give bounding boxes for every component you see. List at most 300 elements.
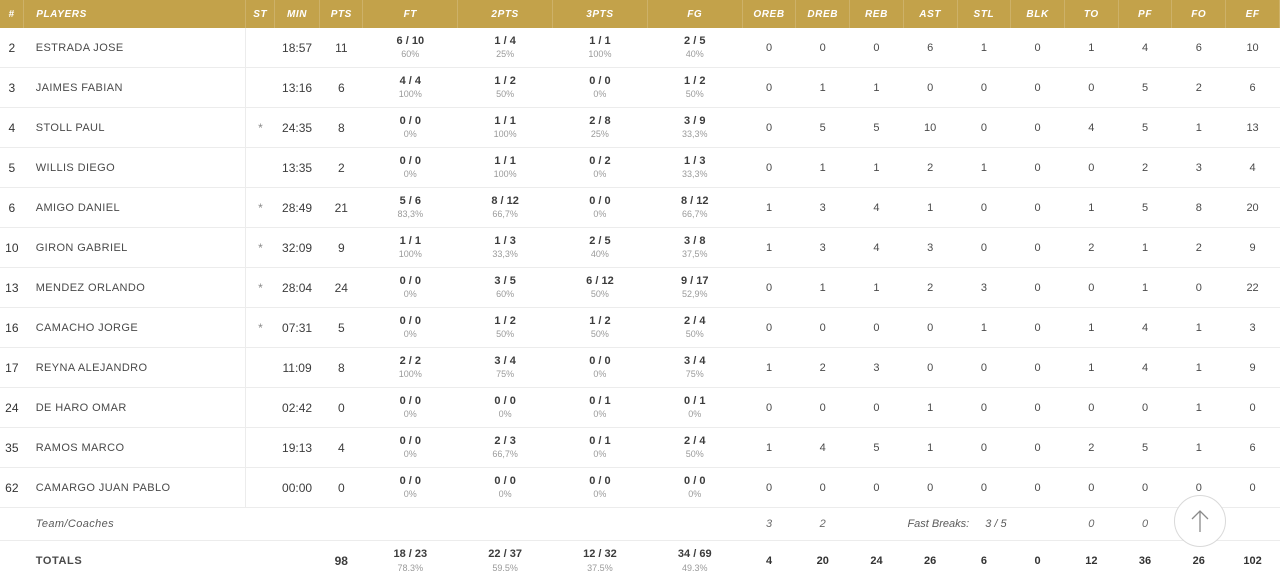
two-pct: 25% — [458, 49, 553, 60]
table-row[interactable] — [0, 308, 1280, 348]
cell-oreb: 0 — [742, 28, 796, 68]
cell-ef: 9 — [1226, 348, 1280, 388]
cell-blk: 0 — [1011, 268, 1065, 308]
header-to[interactable]: TO — [1064, 0, 1118, 28]
header-blk[interactable]: BLK — [1011, 0, 1065, 28]
cell-to: 0 — [1064, 68, 1118, 108]
cell-to: 0 — [1064, 388, 1118, 428]
three-made: 0 / 2 — [553, 155, 648, 169]
cell-ast: 0 — [903, 468, 957, 508]
team-coaches-label: Team/Coaches — [24, 508, 246, 541]
cell-ft — [363, 468, 458, 508]
cell-ef: 6 — [1226, 428, 1280, 468]
cell-min: 18:57 — [274, 28, 319, 68]
cell-ast: 1 — [903, 188, 957, 228]
cell-ft — [363, 188, 458, 228]
header-reb[interactable]: REB — [850, 0, 904, 28]
cell-blk: 0 — [1011, 348, 1065, 388]
ft-pct: 0% — [363, 409, 458, 420]
cell-reb: 5 — [850, 108, 904, 148]
cell-ast: 0 — [903, 308, 957, 348]
three-pct: 0% — [553, 369, 648, 380]
cell-blk: 0 — [1011, 108, 1065, 148]
fg-made: 3 / 8 — [647, 235, 742, 249]
team-dreb: 2 — [796, 508, 850, 541]
table-row[interactable] — [0, 108, 1280, 148]
fg-made: 0 / 0 — [647, 475, 742, 489]
cell-reb: 3 — [850, 348, 904, 388]
cell-oreb: 0 — [742, 108, 796, 148]
three-made: 2 / 8 — [553, 115, 648, 129]
table-row[interactable] — [0, 148, 1280, 188]
cell-pf: 2 — [1118, 148, 1172, 188]
three-pct: 40% — [553, 249, 648, 260]
cell-player-name[interactable]: CAMARGO JUAN PABLO — [24, 468, 246, 508]
cell-min: 24:35 — [274, 108, 319, 148]
cell-min: 11:09 — [274, 348, 319, 388]
cell-to: 2 — [1064, 228, 1118, 268]
cell-dreb: 1 — [796, 68, 850, 108]
totals-ef: 102 — [1226, 541, 1280, 581]
totals-three-made: 12 / 32 — [553, 548, 648, 562]
cell-reb: 0 — [850, 28, 904, 68]
cell-fo: 0 — [1172, 468, 1226, 508]
cell-ef: 0 — [1226, 388, 1280, 428]
cell-stl: 0 — [957, 188, 1011, 228]
cell-reb: 4 — [850, 228, 904, 268]
cell-fg — [647, 388, 742, 428]
cell-dreb: 0 — [796, 308, 850, 348]
ft-pct: 0% — [363, 489, 458, 500]
cell-player-name[interactable]: CAMACHO JORGE — [24, 308, 246, 348]
cell-pts — [320, 508, 363, 541]
cell-ft — [363, 268, 458, 308]
two-pct: 0% — [458, 489, 553, 500]
ft-made: 1 / 1 — [363, 235, 458, 249]
cell-dreb: 1 — [796, 268, 850, 308]
two-made: 3 / 4 — [458, 355, 553, 369]
cell-dreb: 2 — [796, 348, 850, 388]
cell-pf: 4 — [1118, 308, 1172, 348]
fg-pct: 50% — [647, 329, 742, 340]
fg-pct: 66,7% — [647, 209, 742, 220]
cell-blk: 0 — [1011, 468, 1065, 508]
cell-2pts — [458, 148, 553, 188]
header-row — [0, 0, 1280, 28]
cell-number — [0, 508, 24, 541]
three-pct: 0% — [553, 489, 648, 500]
two-made: 1 / 4 — [458, 35, 553, 49]
cell-dreb: 0 — [796, 468, 850, 508]
cell-to: 0 — [1064, 468, 1118, 508]
cell-dreb: 1 — [796, 148, 850, 188]
cell-dreb: 0 — [796, 28, 850, 68]
cell-oreb: 0 — [742, 388, 796, 428]
ft-pct: 0% — [363, 129, 458, 140]
cell-2pts — [458, 28, 553, 68]
cell-stl: 0 — [957, 388, 1011, 428]
cell-fo: 1 — [1172, 388, 1226, 428]
cell-stl: 1 — [957, 148, 1011, 188]
ft-made: 0 / 0 — [363, 435, 458, 449]
cell-fo: 2 — [1172, 228, 1226, 268]
cell-2pts — [458, 508, 553, 541]
fg-pct: 50% — [647, 449, 742, 460]
cell-pts: 5 — [320, 308, 363, 348]
cell-number: 2 — [0, 28, 24, 68]
totals-number — [0, 541, 24, 581]
fg-made: 1 / 2 — [647, 75, 742, 89]
two-pct: 50% — [458, 329, 553, 340]
ft-pct: 100% — [363, 89, 458, 100]
totals-min — [274, 541, 319, 581]
cell-starter — [246, 388, 274, 428]
ft-made: 0 / 0 — [363, 475, 458, 489]
cell-ft — [363, 68, 458, 108]
three-made: 6 / 12 — [553, 275, 648, 289]
cell-fo: 6 — [1172, 28, 1226, 68]
cell-pf: 1 — [1118, 228, 1172, 268]
cell-min: 13:16 — [274, 68, 319, 108]
fg-pct: 0% — [647, 409, 742, 420]
cell-number: 3 — [0, 68, 24, 108]
header-st[interactable]: ST — [246, 0, 274, 28]
cell-pts: 21 — [320, 188, 363, 228]
cell-3pts — [553, 468, 648, 508]
ft-pct: 0% — [363, 329, 458, 340]
cell-pts: 6 — [320, 68, 363, 108]
cell-reb: 1 — [850, 68, 904, 108]
fast-breaks-value: 3 / 5 — [985, 518, 1006, 530]
cell-ef: 6 — [1226, 68, 1280, 108]
fg-pct: 37,5% — [647, 249, 742, 260]
header-pts[interactable]: PTS — [320, 0, 363, 28]
header-ft[interactable]: FT — [363, 0, 458, 28]
cell-to: 0 — [1064, 268, 1118, 308]
cell-ast: 2 — [903, 268, 957, 308]
cell-2pts — [458, 68, 553, 108]
cell-dreb: 3 — [796, 228, 850, 268]
two-pct: 33,3% — [458, 249, 553, 260]
totals-starter — [246, 541, 274, 581]
team-pf: 0 — [1118, 508, 1172, 541]
three-made: 0 / 0 — [553, 195, 648, 209]
cell-fo: 1 — [1172, 348, 1226, 388]
cell-min: 28:04 — [274, 268, 319, 308]
two-made: 8 / 12 — [458, 195, 553, 209]
two-made: 1 / 1 — [458, 155, 553, 169]
header-number[interactable]: # — [0, 0, 24, 28]
fast-breaks-label: Fast Breaks: — [907, 518, 969, 530]
cell-stl: 0 — [957, 428, 1011, 468]
cell-pf: 5 — [1118, 108, 1172, 148]
cell-2pts — [458, 308, 553, 348]
cell-number: 24 — [0, 388, 24, 428]
cell-oreb: 0 — [742, 308, 796, 348]
cell-oreb: 1 — [742, 348, 796, 388]
two-pct: 50% — [458, 89, 553, 100]
cell-blk: 0 — [1011, 188, 1065, 228]
three-made: 1 / 2 — [553, 315, 648, 329]
cell-starter: * — [246, 228, 274, 268]
cell-pts: 4 — [320, 428, 363, 468]
cell-number: 62 — [0, 468, 24, 508]
cell-ef: 20 — [1226, 188, 1280, 228]
header-ef[interactable]: EF — [1226, 0, 1280, 28]
two-made: 1 / 1 — [458, 115, 553, 129]
table-row[interactable] — [0, 388, 1280, 428]
cell-starter: * — [246, 308, 274, 348]
cell-2pts — [458, 108, 553, 148]
cell-3pts — [553, 188, 648, 228]
header-dreb[interactable]: DREB — [796, 0, 850, 28]
cell-dreb: 0 — [796, 388, 850, 428]
three-made: 0 / 0 — [553, 355, 648, 369]
cell-stl: 1 — [957, 308, 1011, 348]
three-pct: 0% — [553, 409, 648, 420]
cell-reb: 0 — [850, 468, 904, 508]
arrow-up-icon — [1188, 508, 1212, 534]
cell-player-name[interactable]: STOLL PAUL — [24, 108, 246, 148]
cell-number: 4 — [0, 108, 24, 148]
cell-fo: 2 — [1172, 68, 1226, 108]
totals-row — [0, 541, 1280, 581]
header-pf[interactable]: PF — [1118, 0, 1172, 28]
cell-fg — [647, 348, 742, 388]
totals-two-pct: 59.5% — [458, 563, 553, 574]
cell-blk: 0 — [1011, 228, 1065, 268]
two-made: 1 / 2 — [458, 75, 553, 89]
cell-fg — [647, 148, 742, 188]
cell-fo: 3 — [1172, 148, 1226, 188]
scroll-to-top-button[interactable] — [1174, 495, 1226, 547]
two-made: 1 / 3 — [458, 235, 553, 249]
cell-3pts — [553, 348, 648, 388]
cell-ast: 1 — [903, 428, 957, 468]
cell-starter — [246, 348, 274, 388]
three-pct: 0% — [553, 169, 648, 180]
cell-starter — [246, 148, 274, 188]
cell-min: 02:42 — [274, 388, 319, 428]
totals-ft-pct: 78.3% — [363, 563, 458, 574]
cell-ef: 10 — [1226, 28, 1280, 68]
cell-blk: 0 — [1011, 428, 1065, 468]
fg-pct: 0% — [647, 489, 742, 500]
cell-reb: 0 — [850, 308, 904, 348]
cell-min: 13:35 — [274, 148, 319, 188]
table-row[interactable] — [0, 468, 1280, 508]
cell-ft — [363, 508, 458, 541]
cell-3pts — [553, 388, 648, 428]
cell-min — [274, 508, 319, 541]
cell-player-name[interactable]: REYNA ALEJANDRO — [24, 348, 246, 388]
cell-2pts — [458, 228, 553, 268]
totals-ft — [363, 541, 458, 581]
cell-player-name[interactable]: DE HARO OMAR — [24, 388, 246, 428]
cell-fo: 8 — [1172, 188, 1226, 228]
cell-to: 1 — [1064, 188, 1118, 228]
three-pct: 0% — [553, 89, 648, 100]
cell-number: 17 — [0, 348, 24, 388]
table-row[interactable] — [0, 228, 1280, 268]
header-oreb[interactable]: OREB — [742, 0, 796, 28]
cell-fg — [647, 28, 742, 68]
cell-2pts — [458, 268, 553, 308]
ft-pct: 0% — [363, 449, 458, 460]
fg-pct: 50% — [647, 89, 742, 100]
cell-pts: 11 — [320, 28, 363, 68]
cell-3pts — [553, 228, 648, 268]
table-row[interactable] — [0, 428, 1280, 468]
totals-ast: 26 — [903, 541, 957, 581]
cell-fg — [647, 268, 742, 308]
ft-made: 0 / 0 — [363, 275, 458, 289]
totals-label: TOTALS — [24, 541, 246, 581]
cell-pf: 4 — [1118, 28, 1172, 68]
three-made: 1 / 1 — [553, 35, 648, 49]
fg-made: 9 / 17 — [647, 275, 742, 289]
cell-ast: 2 — [903, 148, 957, 188]
ft-pct: 0% — [363, 289, 458, 300]
totals-pf: 36 — [1118, 541, 1172, 581]
cell-player-name[interactable]: WILLIS DIEGO — [24, 148, 246, 188]
cell-blk: 0 — [1011, 148, 1065, 188]
cell-pf: 5 — [1118, 68, 1172, 108]
cell-2pts — [458, 468, 553, 508]
cell-reb: 5 — [850, 428, 904, 468]
cell-player-name[interactable]: RAMOS MARCO — [24, 428, 246, 468]
table-row[interactable] — [0, 268, 1280, 308]
cell-2pts — [458, 188, 553, 228]
cell-fg — [647, 68, 742, 108]
table-row[interactable] — [0, 348, 1280, 388]
team-coaches-row — [0, 508, 1280, 541]
cell-to: 4 — [1064, 108, 1118, 148]
totals-fg-pct: 49.3% — [647, 563, 742, 574]
cell-stl: 0 — [957, 68, 1011, 108]
header-stl[interactable]: STL — [957, 0, 1011, 28]
fg-pct: 40% — [647, 49, 742, 60]
totals-2pts — [458, 541, 553, 581]
cell-reb: 1 — [850, 268, 904, 308]
totals-3pts — [553, 541, 648, 581]
cell-3pts — [553, 428, 648, 468]
cell-player-name[interactable]: AMIGO DANIEL — [24, 188, 246, 228]
header-players[interactable]: PLAYERS — [24, 0, 246, 28]
three-pct: 100% — [553, 49, 648, 60]
cell-player-name[interactable]: ESTRADA JOSE — [24, 28, 246, 68]
team-ef — [1226, 508, 1280, 541]
cell-ast: 1 — [903, 388, 957, 428]
header-fg[interactable]: FG — [647, 0, 742, 28]
cell-stl: 0 — [957, 348, 1011, 388]
cell-fg — [647, 468, 742, 508]
cell-fg — [647, 228, 742, 268]
totals-reb: 24 — [850, 541, 904, 581]
cell-3pts — [553, 508, 648, 541]
fg-made: 2 / 5 — [647, 35, 742, 49]
cell-starter — [246, 428, 274, 468]
fg-pct: 33,3% — [647, 129, 742, 140]
cell-starter — [246, 28, 274, 68]
header-fo[interactable]: FO — [1172, 0, 1226, 28]
cell-starter — [246, 508, 274, 541]
cell-3pts — [553, 148, 648, 188]
cell-pts: 8 — [320, 348, 363, 388]
cell-ft — [363, 308, 458, 348]
cell-player-name[interactable]: MENDEZ ORLANDO — [24, 268, 246, 308]
cell-player-name[interactable]: JAIMES FABIAN — [24, 68, 246, 108]
three-made: 2 / 5 — [553, 235, 648, 249]
three-made: 0 / 1 — [553, 395, 648, 409]
totals-pts: 98 — [320, 541, 363, 581]
three-pct: 25% — [553, 129, 648, 140]
three-made: 0 / 0 — [553, 475, 648, 489]
ft-pct: 83,3% — [363, 209, 458, 220]
table-row[interactable] — [0, 28, 1280, 68]
cell-2pts — [458, 388, 553, 428]
cell-dreb: 5 — [796, 108, 850, 148]
cell-pf: 0 — [1118, 388, 1172, 428]
cell-to: 0 — [1064, 148, 1118, 188]
cell-blk: 0 — [1011, 28, 1065, 68]
header-2pts[interactable]: 2PTS — [458, 0, 553, 28]
cell-starter: * — [246, 108, 274, 148]
header-ast[interactable]: AST — [903, 0, 957, 28]
cell-number: 13 — [0, 268, 24, 308]
cell-pf: 1 — [1118, 268, 1172, 308]
cell-fg — [647, 508, 742, 541]
cell-ef: 3 — [1226, 308, 1280, 348]
cell-3pts — [553, 308, 648, 348]
fast-breaks — [850, 508, 1065, 541]
cell-3pts — [553, 108, 648, 148]
cell-fo: 1 — [1172, 308, 1226, 348]
three-pct: 50% — [553, 329, 648, 340]
cell-min: 07:31 — [274, 308, 319, 348]
table-row[interactable] — [0, 68, 1280, 108]
ft-pct: 100% — [363, 369, 458, 380]
cell-number: 35 — [0, 428, 24, 468]
ft-made: 2 / 2 — [363, 355, 458, 369]
cell-ef: 4 — [1226, 148, 1280, 188]
cell-number: 6 — [0, 188, 24, 228]
cell-to: 1 — [1064, 308, 1118, 348]
two-made: 1 / 2 — [458, 315, 553, 329]
cell-ft — [363, 428, 458, 468]
table-header — [0, 0, 1280, 28]
table-row[interactable] — [0, 188, 1280, 228]
cell-player-name[interactable]: GIRON GABRIEL — [24, 228, 246, 268]
header-3pts[interactable]: 3PTS — [553, 0, 648, 28]
cell-reb: 4 — [850, 188, 904, 228]
two-pct: 100% — [458, 129, 553, 140]
two-pct: 66,7% — [458, 209, 553, 220]
cell-ft — [363, 108, 458, 148]
three-pct: 0% — [553, 209, 648, 220]
totals-dreb: 20 — [796, 541, 850, 581]
fg-made: 3 / 9 — [647, 115, 742, 129]
cell-fo: 1 — [1172, 108, 1226, 148]
ft-made: 0 / 0 — [363, 395, 458, 409]
team-oreb: 3 — [742, 508, 796, 541]
header-min[interactable]: MIN — [274, 0, 319, 28]
cell-ft — [363, 28, 458, 68]
three-pct: 0% — [553, 449, 648, 460]
ft-pct: 60% — [363, 49, 458, 60]
fg-made: 0 / 1 — [647, 395, 742, 409]
cell-oreb: 0 — [742, 468, 796, 508]
